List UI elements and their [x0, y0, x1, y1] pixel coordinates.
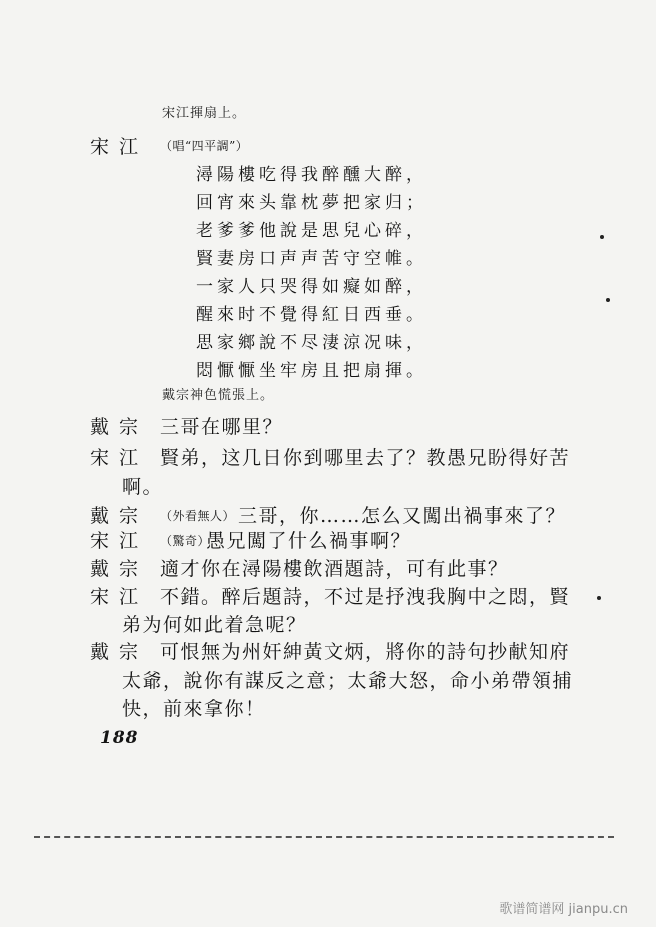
dialogue-line: 適才你在潯陽樓飲酒題詩，可有此事？ [160, 558, 509, 580]
speaker-label: 戴宗 [90, 416, 149, 438]
dialogue-line: 愚兄闖了什么禍事啊？ [206, 530, 412, 552]
dialogue-line: 賢弟，这几日你到哪里去了？教愚兄盼得好苦 [160, 447, 571, 469]
scan-speck [597, 596, 601, 600]
scan-speck [606, 298, 610, 302]
page-number: 188 [100, 728, 139, 748]
stage-aside: （驚奇） [160, 534, 211, 548]
speaker-label: 宋江 [90, 530, 149, 552]
stage-direction-dai-zong-enters: 戴宗神色慌張上。 [162, 388, 275, 403]
dialogue-line-continued: 太爺，說你有謀反之意；太爺大怒，命小弟帶領捕 [122, 670, 574, 692]
verse-line-4: 賢妻房口声声苦守空帷。 [196, 249, 427, 269]
verse-line-1: 潯陽樓吃得我醉醺大醉， [196, 165, 427, 185]
dialogue-line: 不錯。醉后題詩，不过是抒洩我胸中之悶，賢 [160, 586, 571, 608]
dialogue-line: 三哥在哪里？ [160, 416, 284, 438]
speaker-label: 宋江 [90, 136, 149, 158]
stage-direction-entrance: 宋江揮扇上。 [162, 106, 247, 121]
verse-line-7: 思家鄉說不尽淒涼况味， [196, 333, 427, 353]
stage-aside: （外看無人） [160, 509, 236, 523]
site-watermark: 歌谱简谱网 jianpu.cn [499, 902, 628, 917]
speaker-label: 戴宗 [90, 558, 149, 580]
scan-speck [600, 235, 604, 239]
speaker-label: 戴宗 [90, 641, 149, 663]
dialogue-line-continued: 啊。 [122, 476, 164, 498]
verse-line-6: 醒來时不覺得紅日西垂。 [196, 305, 427, 325]
dialogue-line: 可恨無为州奸紳黃文炳，將你的詩句抄献知府 [160, 641, 571, 663]
verse-line-2: 回宵來头靠枕夢把家归； [196, 193, 427, 213]
sing-direction: （唱“四平調”） [160, 139, 249, 153]
bottom-rule [34, 836, 614, 838]
verse-line-8: 悶懨懨坐牢房且把扇揮。 [196, 361, 427, 381]
dialogue-line: 三哥，你……怎么又闖出禍事來了？ [238, 505, 567, 527]
verse-line-5: 一家人只哭得如癡如醉， [196, 277, 427, 297]
speaker-label: 戴宗 [90, 505, 149, 527]
speaker-label: 宋江 [90, 586, 149, 608]
speaker-label: 宋江 [90, 447, 149, 469]
dialogue-line-continued: 快，前來拿你！ [122, 698, 266, 720]
dialogue-line-continued: 弟为何如此着急呢？ [122, 614, 307, 636]
verse-line-3: 老爹爹他說是思兒心碎， [196, 221, 427, 241]
